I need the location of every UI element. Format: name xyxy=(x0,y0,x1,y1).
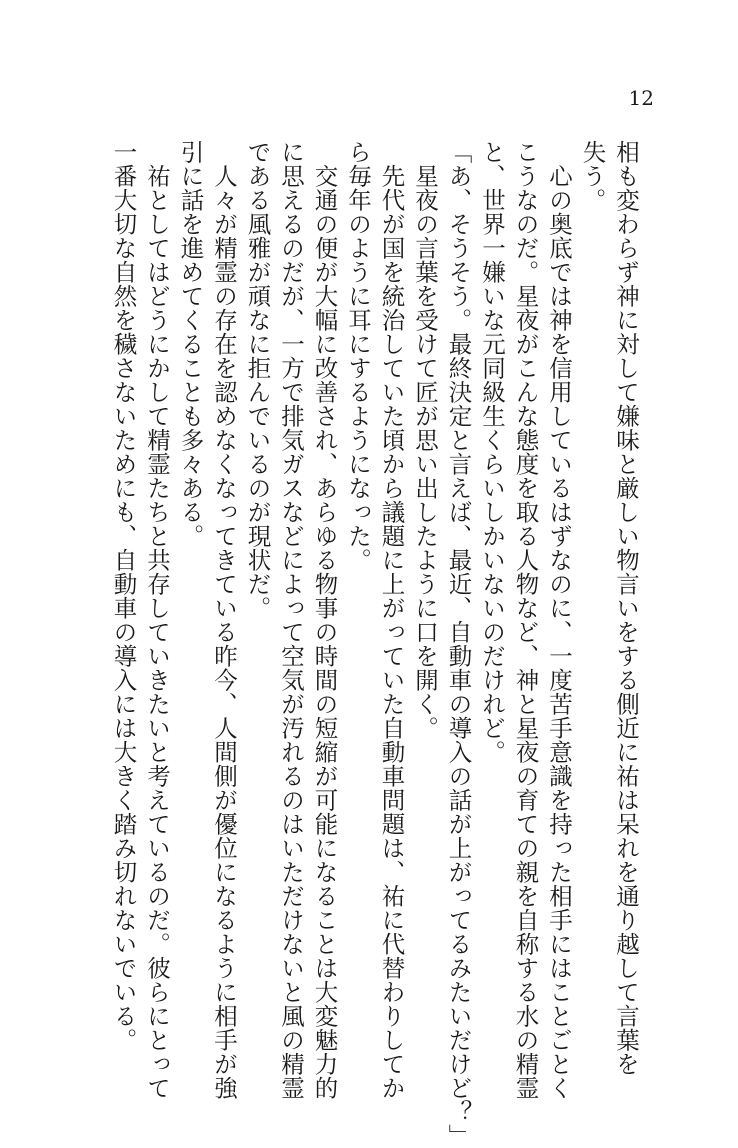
text-line: 先代が国を統治していた頃から議題に上がっていた自動車問題は、祐に代替わりしてか xyxy=(377,140,406,1100)
text-line: 星夜の言葉を受けて匠が思い出したように口を開く。 xyxy=(411,140,439,740)
text-line: である風雅が頑なに拒んでいるのが現状だ。 xyxy=(243,140,272,620)
text-line: こうなのだ。星夜がこんな態度を取る人物など、神と星夜の育ての親を自称する水の精霊 xyxy=(511,140,540,1100)
text-line: と、世界一嫌いな元同級生くらいしかいないのだけれど。 xyxy=(478,140,506,764)
text-line: 人々が精霊の存在を認めなくなってきている昨今、人間側が優位になるように相手が強 xyxy=(210,140,238,1100)
body-text xyxy=(109,140,642,1148)
text-line: 一番大切な自然を穢さないためにも、自動車の導入には大きく踏み切れないでいる。 xyxy=(109,140,138,1052)
text-line: ら毎年のように耳にするようになった。 xyxy=(344,140,372,572)
text-line: 心の奥底では神を信用しているはずなのに、一度苦手意識を持った相手にはことごとく xyxy=(545,140,573,1100)
text-line: 「あ、そうそう。最終決定と言えば、最近、自動車の導入の話が上がってるみたいだけど？」 xyxy=(444,140,473,1148)
text-line: 交通の便が大幅に改善され、あらゆる物事の時間の短縮が可能になることは大変魅力的 xyxy=(310,140,339,1100)
text-line: 祐としてはどうにかして精霊たちと共存していきたいと考えているのだ。彼らにとって xyxy=(143,140,171,1100)
text-line: に思えるのだが、一方で排気ガスなどによって空気が汚れるのはいただけないと風の精霊 xyxy=(277,140,305,1100)
text-line: 失う。 xyxy=(578,140,607,212)
text-line: 相も変わらず神に対して嫌味と厳しい物言いをする側近に祐は呆れを通り越して言葉を xyxy=(612,140,640,1076)
page-number: 12 xyxy=(628,86,654,110)
text-line: 引に話を進めてくることも多々ある。 xyxy=(176,140,205,548)
